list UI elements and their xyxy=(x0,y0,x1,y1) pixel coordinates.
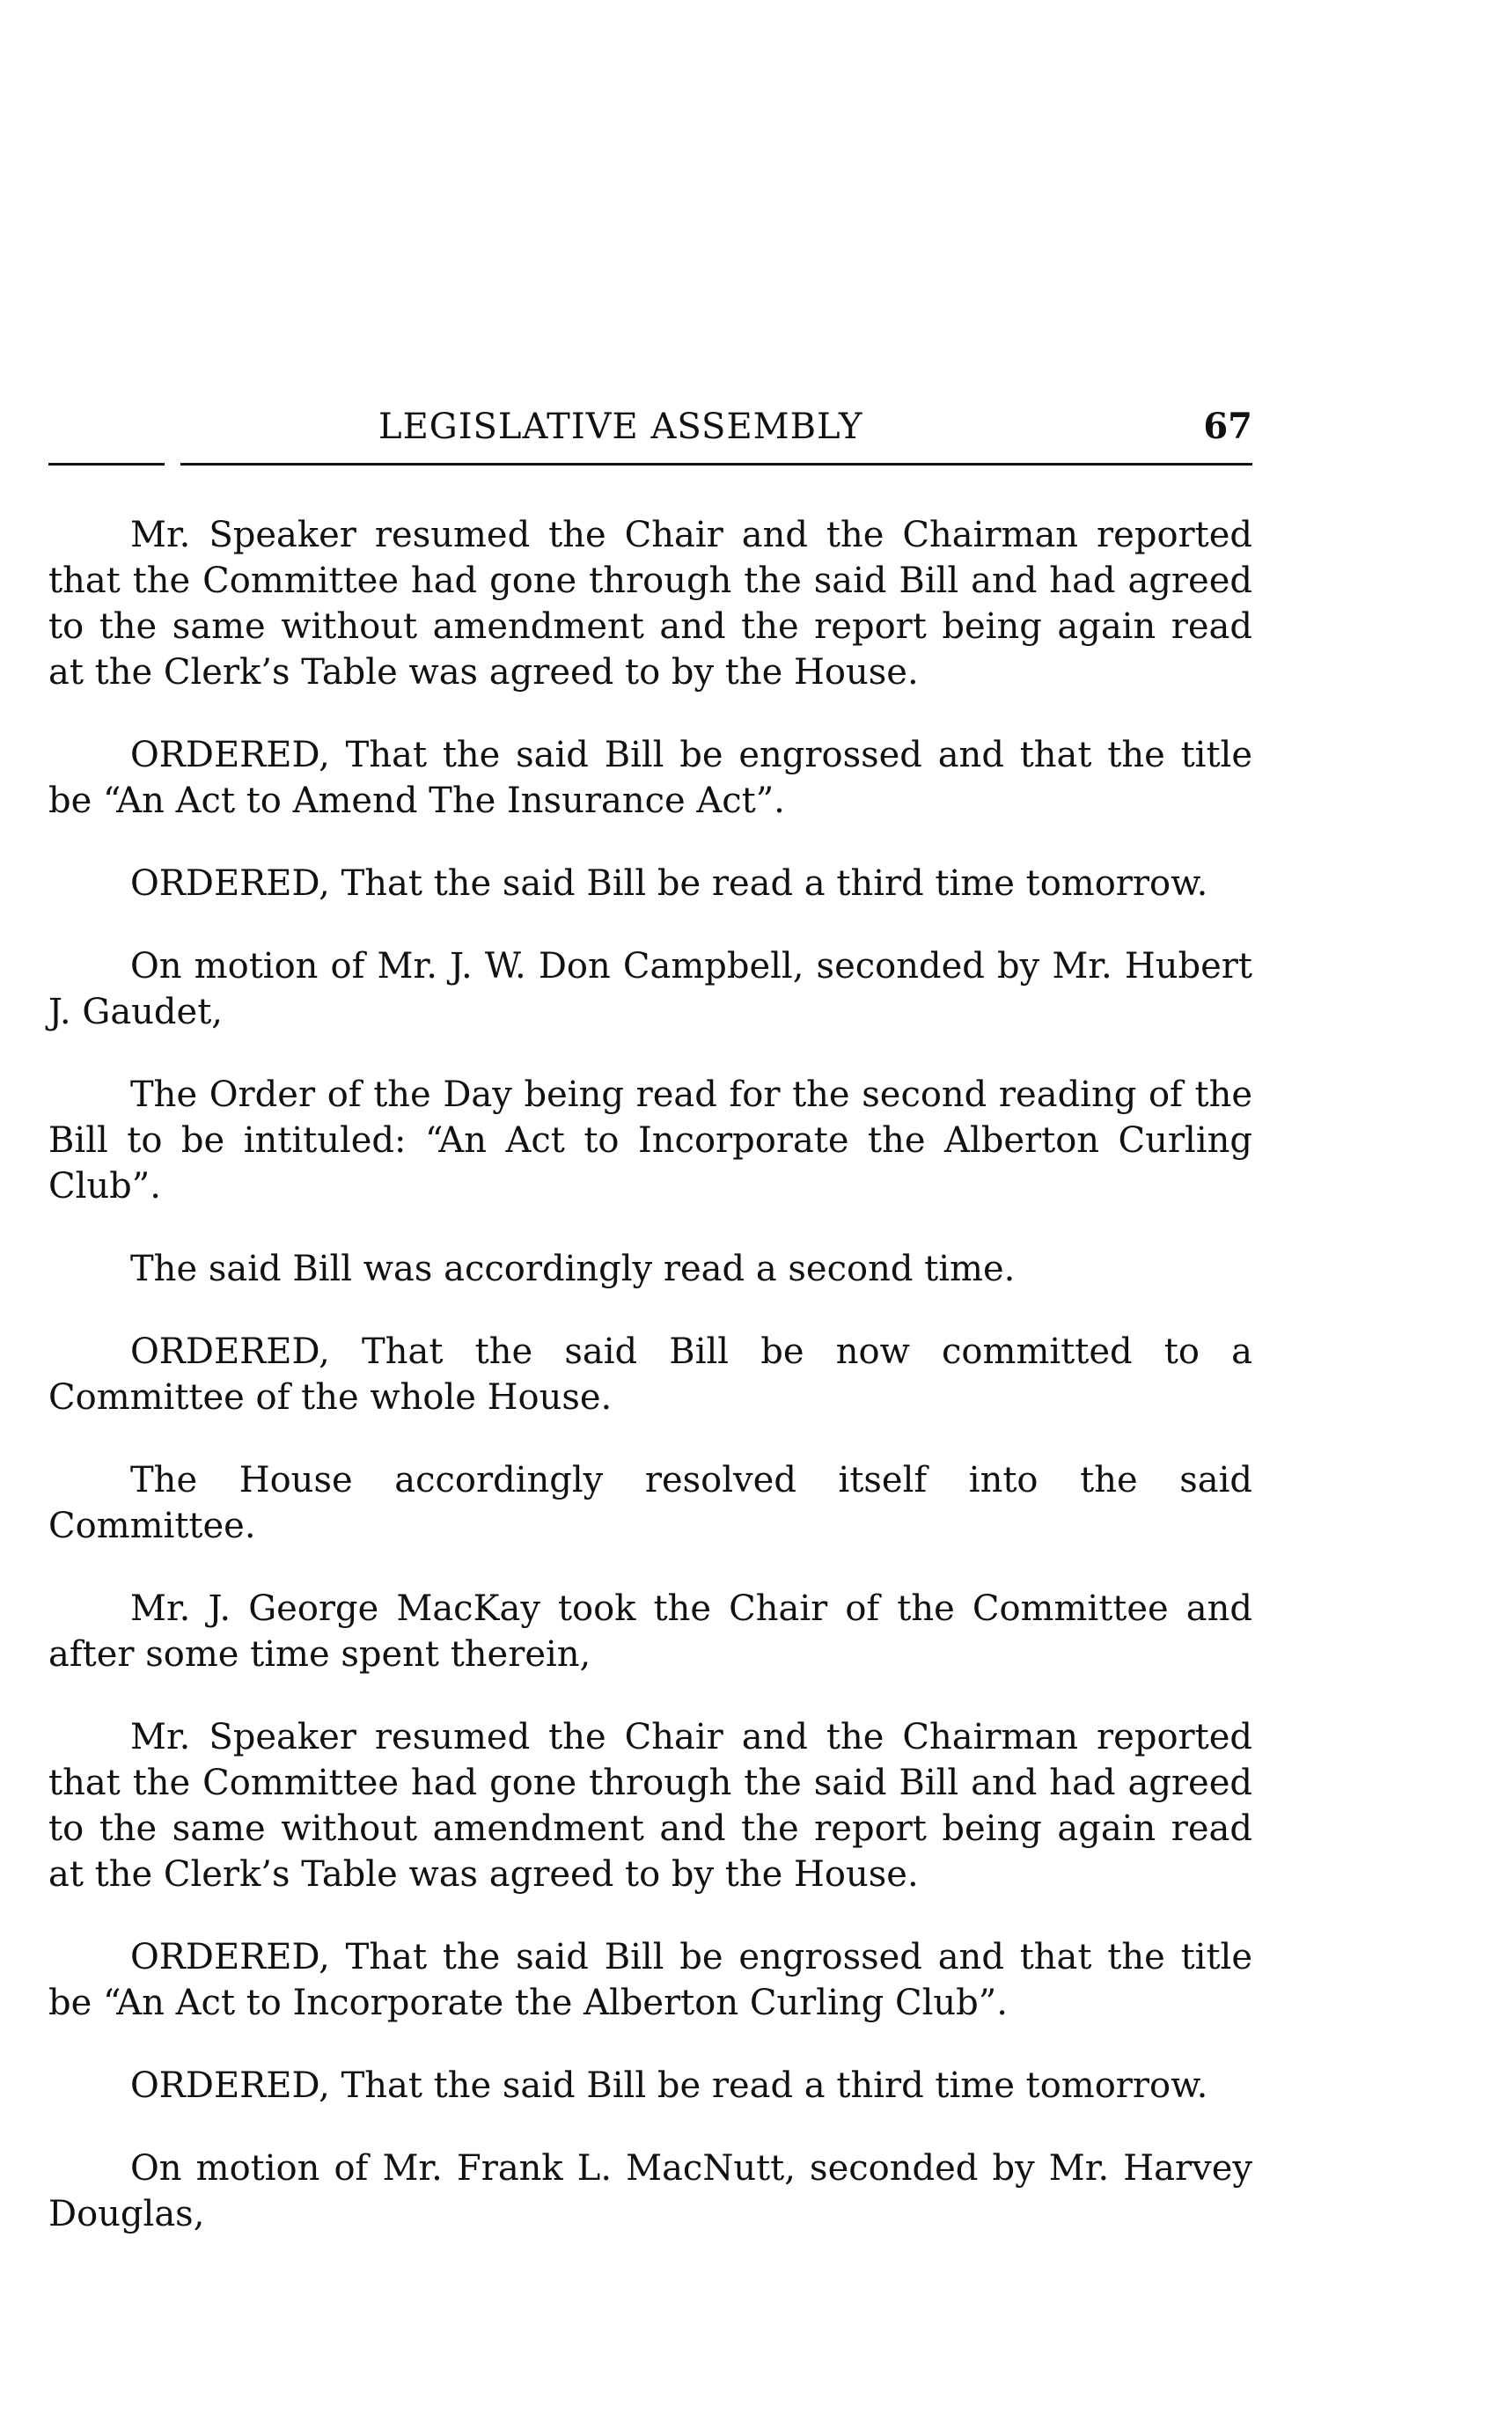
paragraph-second-reading: The said Bill was accordingly read a second time. xyxy=(130,1249,1016,1289)
paragraph-ordered-third-reading-1: ORDERED, That the said Bill be read a third time tomorrow. xyxy=(130,863,1208,904)
paragraph-ordered-third-reading-2: ORDERED, That the said Bill be read a third time tomorrow. xyxy=(130,2065,1208,2106)
body-text xyxy=(48,512,1252,2274)
paragraph-chair-taken: Mr. J. George MacKay took the Chair of the Committee and after some time spent therein, xyxy=(48,1588,1252,1675)
page-header xyxy=(48,405,1252,466)
paragraph-order-of-day: The Order of the Day being read for the second reading of the Bill to be intituled: “An Act to Incorporate the Alberton Curling Club”. xyxy=(48,1075,1252,1207)
paragraph-ordered-title-2: ORDERED, That the said Bill be engrossed and that the title be “An Act to Incorporate the Alberton Curling Club”. xyxy=(48,1937,1252,2023)
paragraph-ordered-title-1: ORDERED, That the said Bill be engrossed and that the title be “An Act to Amend The Insurance Act”. xyxy=(48,735,1252,821)
page-number: 67 xyxy=(1203,406,1252,447)
paragraph-speaker-report-2: Mr. Speaker resumed the Chair and the Chairman reported that the Committee had gone through the said Bill and had agreed to the same without amendment and the report being again read at the Clerk’s Table was agreed to by the House. xyxy=(48,1717,1252,1895)
paragraph-motion-2: On motion of Mr. Frank L. MacNutt, seconded by Mr. Harvey Douglas, xyxy=(48,2148,1252,2234)
paragraph-motion-1: On motion of Mr. J. W. Don Campbell, seconded by Mr. Hubert J. Gaudet, xyxy=(48,946,1252,1032)
running-head: LEGISLATIVE ASSEMBLY xyxy=(378,407,863,447)
paragraph-speaker-report-1: Mr. Speaker resumed the Chair and the Chairman reported that the Committee had gone through the said Bill and had agreed to the same without amendment and the report being again read at the Clerk’s Table was agreed to by the House. xyxy=(48,515,1252,693)
header-rule-left xyxy=(48,463,165,466)
paragraph-ordered-committed: ORDERED, That the said Bill be now committed to a Committee of the whole House. xyxy=(48,1331,1252,1418)
paragraph-house-resolved: The House accordingly resolved itself into the said Committee. xyxy=(48,1460,1252,1546)
header-rule-right xyxy=(180,463,1252,466)
